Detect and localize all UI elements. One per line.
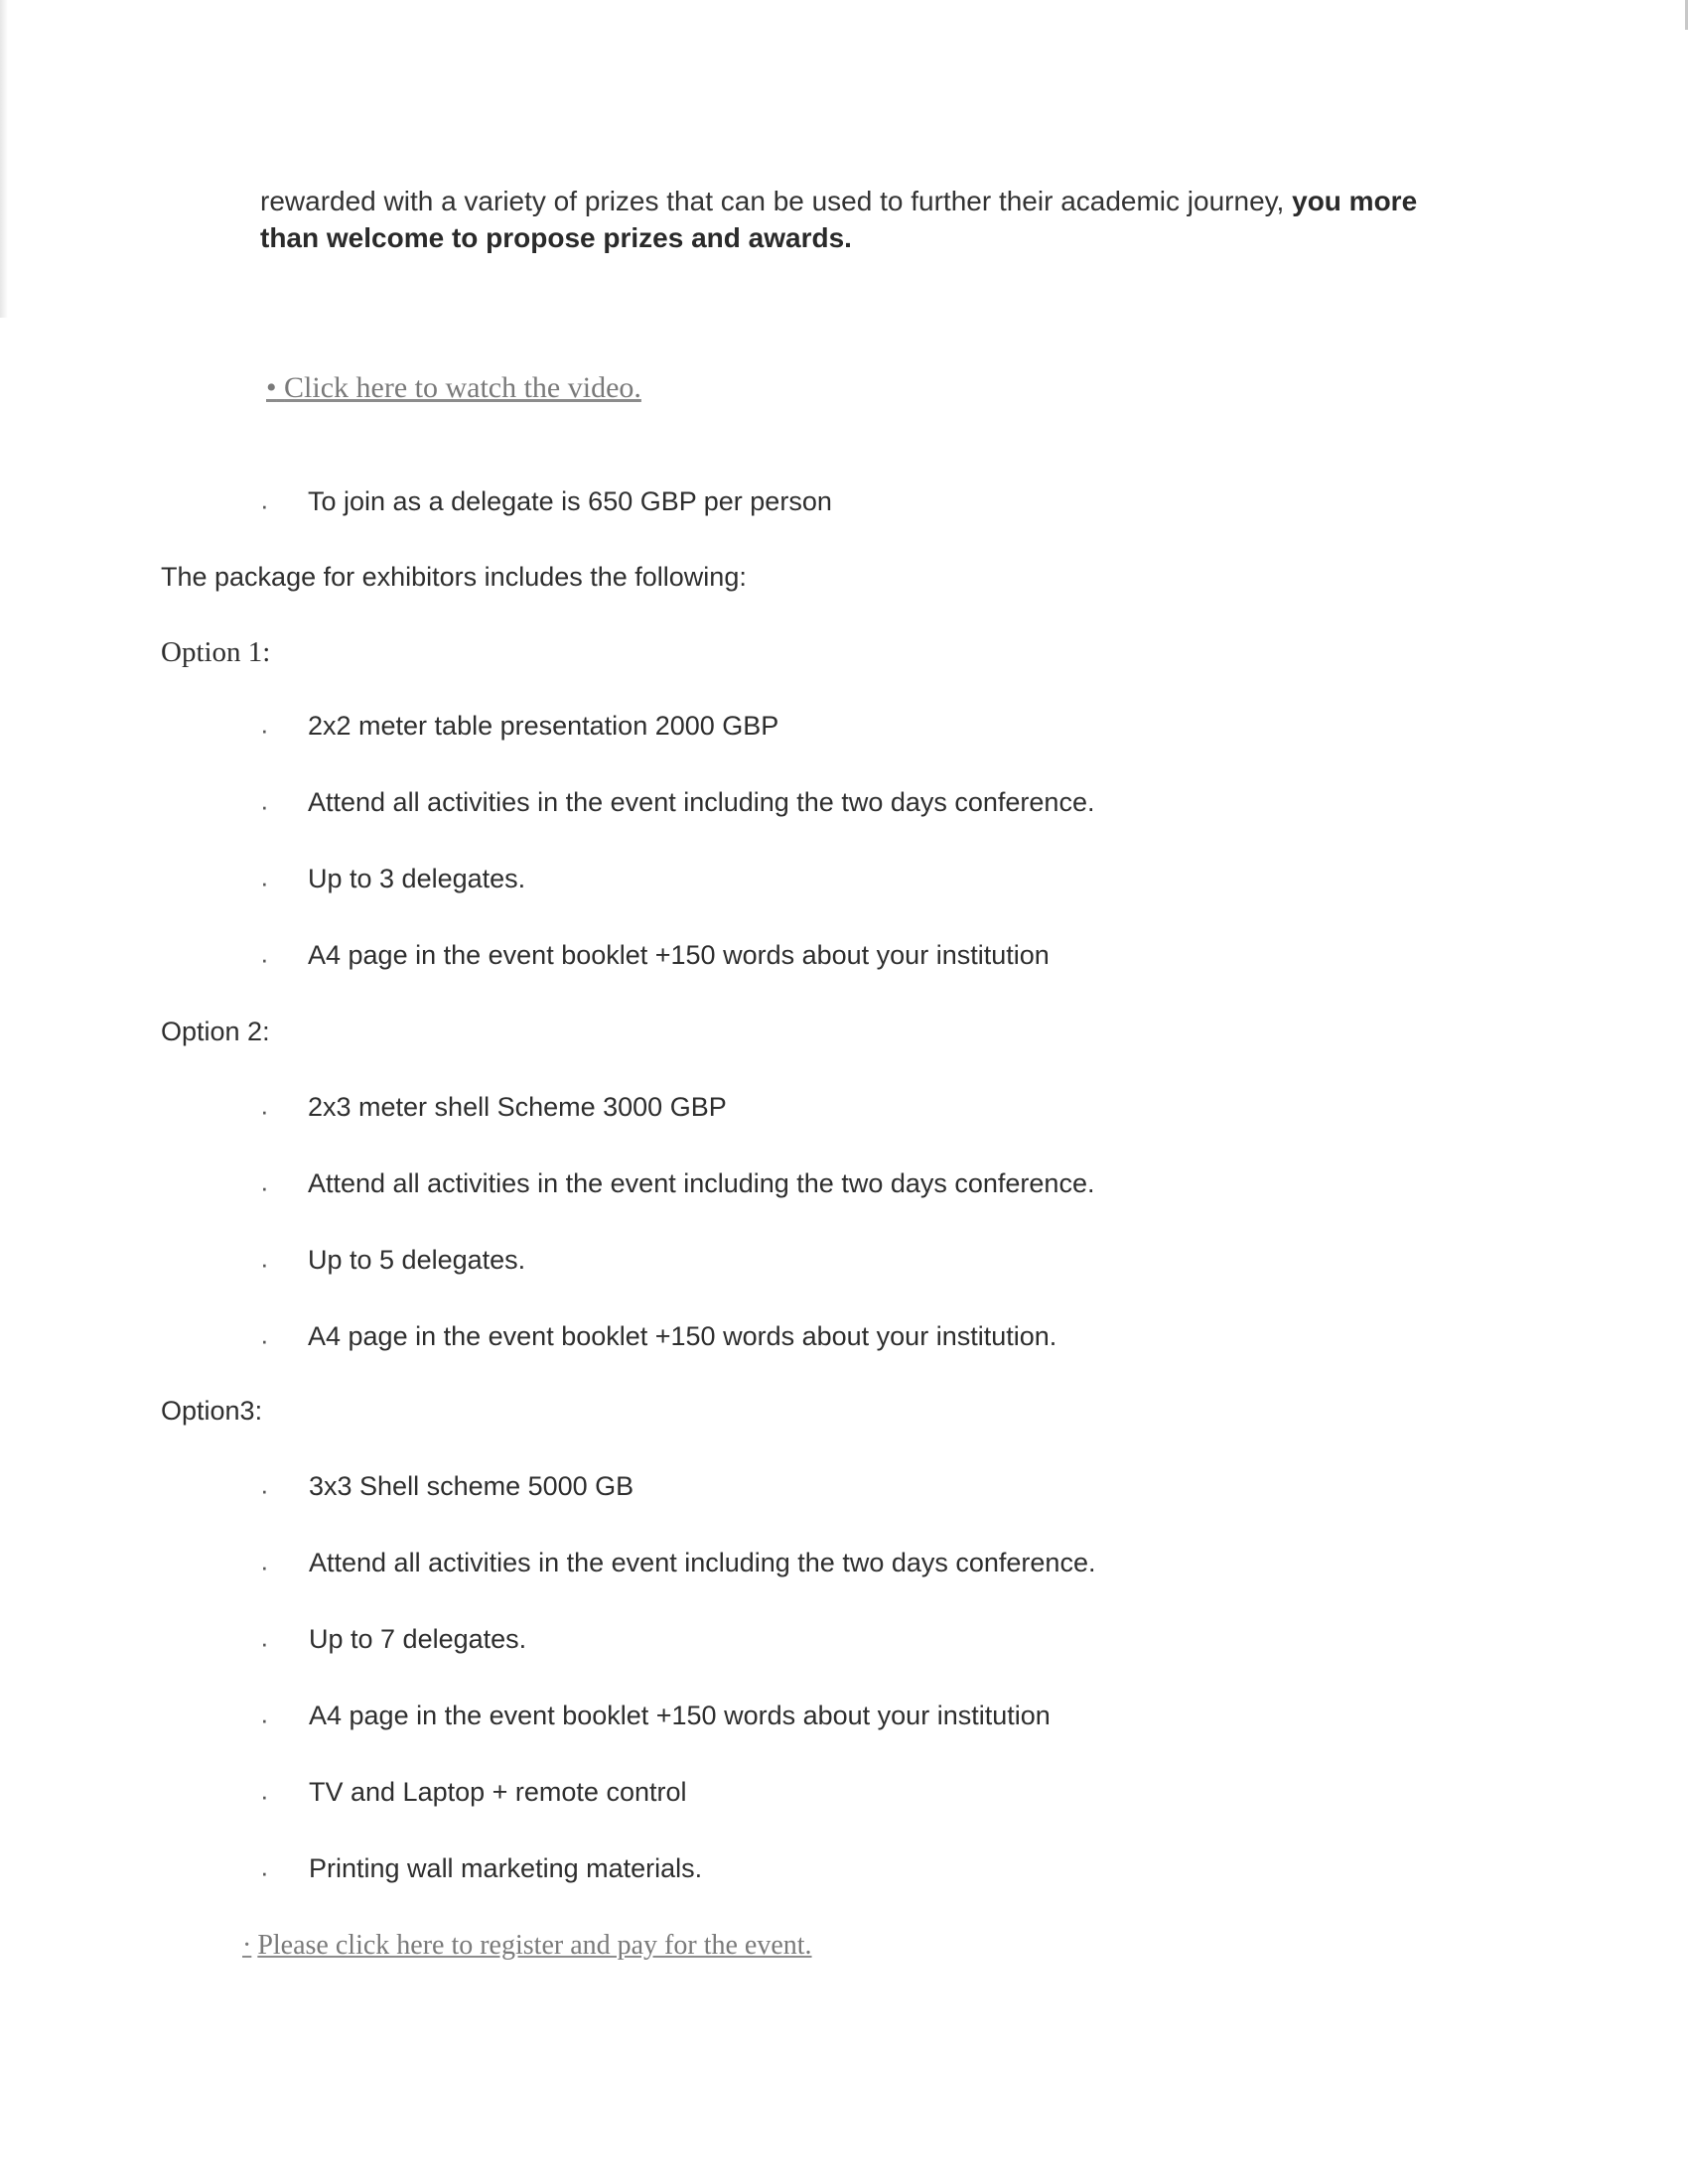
option-2-item: A4 page in the event booklet +150 words about your institution. — [308, 1321, 1057, 1351]
intro-bold-2: than welcome to propose prizes and awards. — [260, 222, 852, 253]
option-1-item: A4 page in the event booklet +150 words about your institution — [308, 940, 1050, 970]
register-pay-link[interactable] — [242, 1930, 812, 1962]
package-intro: The package for exhibitors includes the following: — [161, 562, 747, 592]
option-1-title: Option 1: — [161, 636, 271, 668]
option-3-item: Attend all activities in the event including the two days conference. — [309, 1548, 1096, 1577]
list-bullet: · — [260, 944, 269, 974]
scan-edge-shadow — [0, 0, 8, 318]
option-3-item: Up to 7 delegates. — [309, 1624, 527, 1654]
option-3-item: TV and Laptop + remote control — [309, 1777, 687, 1807]
list-bullet: · — [260, 1475, 269, 1505]
video-link-bullet: • — [266, 371, 277, 404]
list-bullet: · — [260, 1705, 269, 1734]
list-bullet: · — [260, 1249, 269, 1279]
list-bullet: · — [260, 1857, 269, 1887]
option-1-item: Attend all activities in the event including the two days conference. — [308, 787, 1095, 817]
intro-text: rewarded with a variety of prizes that can be used to further their academic journey, — [260, 186, 1285, 216]
option-3-item: A4 page in the event booklet +150 words about your institution — [309, 1701, 1051, 1730]
list-bullet: · — [260, 791, 269, 821]
option-2-item: Attend all activities in the event including the two days conference. — [308, 1168, 1095, 1198]
option-3-item: Printing wall marketing materials. — [309, 1853, 703, 1883]
intro-bold-1: you more — [1292, 186, 1418, 216]
video-link-label: Click here to watch the video. — [284, 371, 641, 404]
register-link-bullet: · — [242, 1930, 252, 1961]
option-1-item: 2x2 meter table presentation 2000 GBP — [308, 711, 779, 741]
list-bullet: · — [260, 715, 269, 745]
intro-paragraph — [260, 183, 1491, 256]
delegate-bullet: · — [260, 490, 269, 520]
option-2-item: Up to 5 delegates. — [308, 1245, 526, 1275]
list-bullet: · — [260, 1325, 269, 1355]
list-bullet: · — [260, 1628, 269, 1658]
list-bullet: · — [260, 1096, 269, 1126]
register-link-label: Please click here to register and pay for the event. — [257, 1930, 812, 1961]
option-3-item: 3x3 Shell scheme 5000 GB — [309, 1471, 634, 1501]
option-1-item: Up to 3 delegates. — [308, 864, 526, 893]
option-2-title: Option 2: — [161, 1017, 270, 1046]
list-bullet: · — [260, 1781, 269, 1811]
list-bullet: · — [260, 1552, 269, 1581]
list-bullet: · — [260, 1172, 269, 1202]
option-3-title: Option3: — [161, 1396, 263, 1426]
watch-video-link[interactable] — [266, 371, 641, 405]
option-2-item: 2x3 meter shell Scheme 3000 GBP — [308, 1092, 727, 1122]
delegate-price-text: To join as a delegate is 650 GBP per person — [308, 486, 832, 516]
list-bullet: · — [260, 868, 269, 897]
